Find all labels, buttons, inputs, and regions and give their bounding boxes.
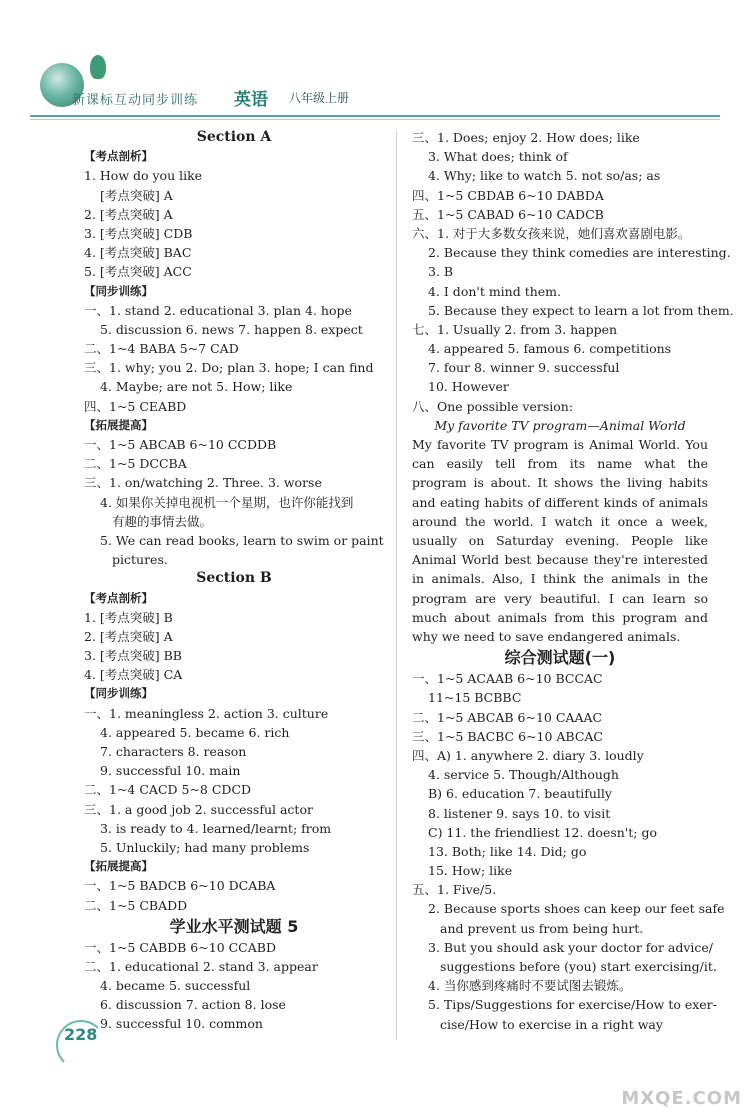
answer-line: 4. [考点突破] BAC — [84, 245, 192, 261]
grade-label: 八年级上册 — [289, 91, 350, 105]
answer-line: 三、1. on/watching 2. Three. 3. worse — [84, 475, 322, 491]
answer-line: 5. Because they expect to learn a lot from them. — [428, 302, 734, 318]
answer-line: 有趣的事情去做。 — [112, 513, 213, 529]
answer-line: 三、1. why; you 2. Do; plan 3. hope; I can find — [84, 360, 374, 376]
answer-line: 1. [考点突破] B — [84, 609, 173, 625]
answer-line: 二、1~5 DCCBA — [84, 456, 187, 472]
answer-line: pictures. — [112, 552, 168, 568]
answer-line: 2. [考点突破] A — [84, 206, 173, 222]
answer-line: 3. What does; think of — [428, 149, 568, 165]
watermark: MXQE.COM — [621, 1088, 742, 1109]
answer-line: B) 6. education 7. beautifully — [428, 786, 612, 802]
answer-line: 【拓展提高】 — [84, 859, 153, 874]
answer-line: 【考点剖析】 — [84, 149, 153, 164]
leaf-logo-icon — [90, 55, 106, 79]
answer-line: 4. I don't mind them. — [428, 283, 561, 299]
answer-line: cise/How to exercise in a right way — [440, 1016, 663, 1032]
answer-line: 三、1~5 BACBC 6~10 ABCAC — [412, 728, 603, 744]
answer-line: 一、1~5 ACAAB 6~10 BCCAC — [412, 671, 603, 687]
answer-line: 1. How do you like — [84, 168, 203, 184]
answer-line: 5. [考点突破] ACC — [84, 264, 192, 280]
page-number: 228 — [64, 1025, 98, 1044]
answer-line: My favorite TV program is Animal World. You can easily tell from its name what the program is about. It shows the living habits and eating habits of different kinds of animals around the world. I watch it once a week, usually on Saturday evening. People like Animal World best because they're interested in animals. Also, I think the animals in the program are very beautiful. I can learn so much about animals from this program and why we need to save endangered animals. — [412, 437, 708, 645]
answer-line: 五、1~5 CABAD 6~10 CADCB — [412, 206, 604, 222]
answer-line: 5. Unluckily; had many problems — [100, 839, 310, 855]
answer-line: 五、1. Five/5. — [412, 882, 497, 898]
answer-line: 4. 当你感到疼痛时不要试图去锻炼。 — [428, 978, 632, 994]
answer-line: 8. listener 9. says 10. to visit — [428, 805, 611, 821]
answer-line: 4. appeared 5. became 6. rich — [100, 724, 290, 740]
answer-line: 5. Tips/Suggestions for exercise/How to exer- — [428, 997, 717, 1013]
answer-line: 学业水平测试题 5 — [169, 916, 299, 936]
answer-line: 六、1. 对于大多数女孩来说，她们喜欢喜剧电影。 — [412, 225, 691, 241]
answer-line: 3. B — [428, 264, 454, 280]
answer-line: 2. [考点突破] A — [84, 628, 173, 644]
answer-line: 3. [考点突破] BB — [84, 648, 182, 664]
answer-line: 5. We can read books, learn to swim or paint — [100, 532, 384, 548]
answer-line: 7. four 8. winner 9. successful — [428, 360, 620, 376]
answer-line: 4. appeared 5. famous 6. competitions — [428, 341, 672, 357]
answer-line: 3. is ready to 4. learned/learnt; from — [100, 820, 332, 836]
answer-line: 一、1~5 ABCAB 6~10 CCDDB — [84, 437, 277, 452]
answer-line: 4. Maybe; are not 5. How; like — [100, 379, 293, 395]
answer-line: 13. Both; like 14. Did; go — [428, 843, 587, 859]
answer-line: 2. Because sports shoes can keep our feet safe — [428, 901, 725, 917]
answer-line: 3. [考点突破] CDB — [84, 225, 193, 241]
answer-line: Section A — [196, 129, 272, 145]
answer-line: C) 11. the friendliest 12. doesn't; go — [428, 824, 657, 840]
answer-line: 11~15 BCBBC — [428, 690, 522, 706]
answer-line: 四、A) 1. anywhere 2. diary 3. loudly — [412, 747, 644, 763]
column-divider — [396, 130, 397, 1040]
header-rule — [30, 115, 720, 117]
answer-line: 三、1. a good job 2. successful actor — [84, 801, 313, 817]
answer-line: 4. service 5. Though/Although — [428, 767, 619, 783]
answer-line: 七、1. Usually 2. from 3. happen — [412, 321, 618, 337]
answer-line: 4. Why; like to watch 5. not so/as; as — [428, 168, 661, 184]
answer-line: 6. discussion 7. action 8. lose — [100, 997, 286, 1013]
answer-line: 【拓展提高】 — [84, 417, 153, 432]
answer-line: 一、1~5 CABDB 6~10 CCABD — [84, 939, 276, 955]
subject-title: 英语 — [234, 90, 268, 110]
answer-line: 【同步训练】 — [84, 686, 153, 701]
header-rule-thin — [30, 119, 720, 120]
answer-line: 一、1. meaningless 2. action 3. culture — [84, 705, 329, 721]
answer-line: 八、One possible version: — [412, 398, 574, 414]
answer-line: 四、1~5 CEABD — [84, 398, 187, 414]
right-column — [412, 128, 734, 1034]
answer-line: 三、1. Does; enjoy 2. How does; like — [412, 130, 640, 145]
answer-line: 二、1~4 CACD 5~8 CDCD — [84, 782, 252, 798]
left-column — [84, 128, 384, 1034]
answer-line: 【同步训练】 — [84, 283, 153, 298]
answer-line: and prevent us from being hurt. — [440, 920, 644, 936]
answer-line: 4. 如果你关掉电视机一个星期，也许你能找到 — [100, 494, 354, 510]
answer-line: 15. How; like — [428, 863, 513, 879]
series-title: 新课标互动同步训练 — [72, 93, 199, 108]
answer-line: 二、1~5 CBADD — [84, 897, 188, 913]
answer-line: 2. Because they think comedies are interesting. — [428, 245, 731, 261]
answer-line: 【考点剖析】 — [84, 590, 153, 605]
answer-line: 9. successful 10. main — [100, 763, 241, 779]
answer-line: 二、1~5 ABCAB 6~10 CAAAC — [412, 709, 603, 725]
answer-line: 四、1~5 CBDAB 6~10 DABDA — [412, 187, 604, 203]
answer-line: suggestions before (you) start exercising/it. — [440, 959, 717, 975]
answer-line: 4. became 5. successful — [100, 978, 251, 994]
answer-line: My favorite TV program—Animal World — [434, 417, 686, 433]
answer-line: 4. [考点突破] CA — [84, 667, 183, 683]
answer-line: 5. discussion 6. news 7. happen 8. expect — [100, 321, 363, 337]
answer-line: 二、1. educational 2. stand 3. appear — [84, 958, 318, 974]
answer-line: 综合测试题(一) — [504, 648, 616, 668]
answer-line: [考点突破] A — [100, 187, 173, 203]
answer-line: 9. successful 10. common — [100, 1016, 263, 1032]
answer-line: Section B — [196, 570, 272, 587]
answer-line: 10. However — [428, 379, 509, 395]
page-header — [0, 55, 750, 125]
answer-line: 二、1~4 BABA 5~7 CAD — [84, 341, 239, 357]
answer-line: 一、1. stand 2. educational 3. plan 4. hope — [84, 302, 352, 318]
answer-line: 一、1~5 BADCB 6~10 DCABA — [84, 878, 276, 894]
answer-line: 3. But you should ask your doctor for advice/ — [428, 939, 714, 955]
answer-line: 7. characters 8. reason — [100, 744, 247, 759]
